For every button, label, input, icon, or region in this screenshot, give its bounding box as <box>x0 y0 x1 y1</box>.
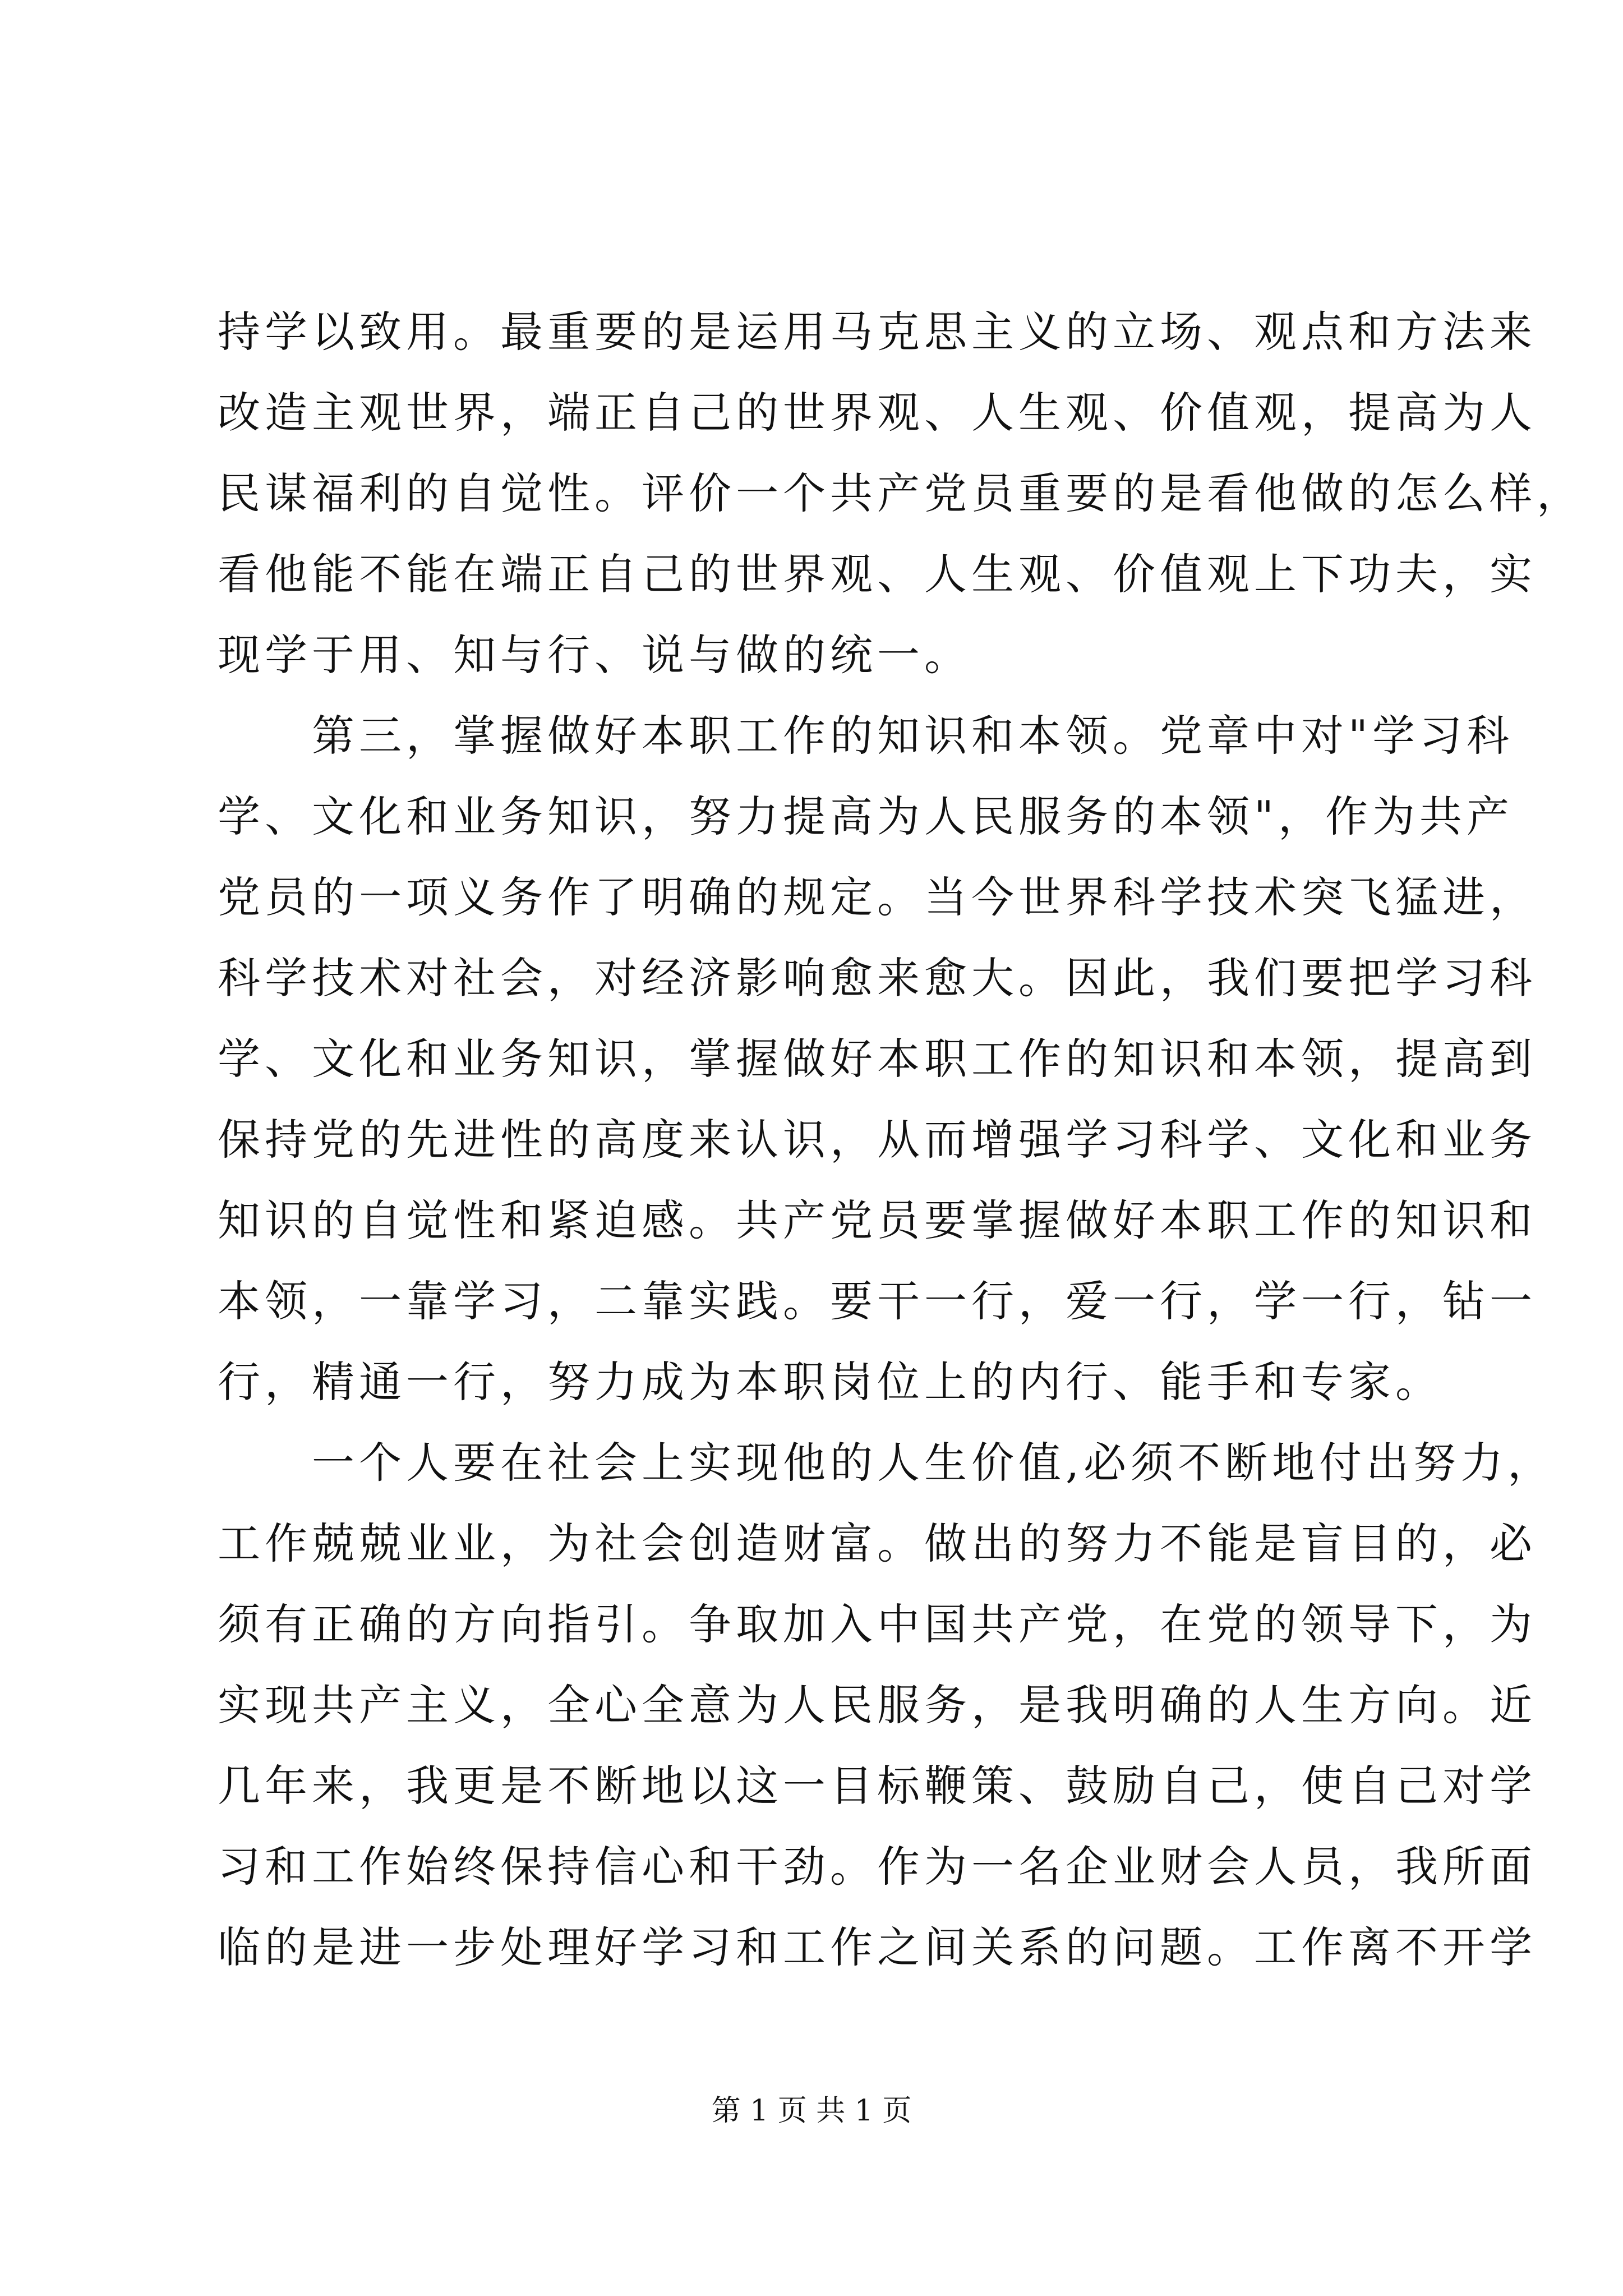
text-line: 工作兢兢业业，为社会创造财富。做出的努力不能是盲目的，必 <box>218 1519 1537 1568</box>
text-line: 学、文化和业务知识，掌握做好本职工作的知识和本领，提高到 <box>218 1034 1537 1084</box>
paragraph-start-line: 一个人要在社会上实现他的人生价值,必须不断地付出努力， <box>312 1438 1555 1488</box>
page-footer: 第 1 页 共 1 页 <box>711 2094 912 2128</box>
text-line: 临的是进一步处理好学习和工作之间关系的问题。工作离不开学 <box>218 1922 1537 1972</box>
text-line: 科学技术对社会，对经济影响愈来愈大。因此，我们要把学习科 <box>218 953 1537 1003</box>
text-line: 保持党的先进性的高度来认识，从而增强学习科学、文化和业务 <box>218 1115 1537 1165</box>
text-line: 实现共产主义，全心全意为人民服务，是我明确的人生方向。近 <box>218 1680 1537 1730</box>
text-line: 看他能不能在端正自己的世界观、人生观、价值观上下功夫，实 <box>218 549 1537 599</box>
body-text <box>218 292 1584 1988</box>
text-line: 改造主观世界，端正自己的世界观、人生观、价值观，提高为人 <box>218 388 1537 438</box>
text-line: 须有正确的方向指引。争取加入中国共产党，在党的领导下，为 <box>218 1599 1537 1649</box>
text-line: 本领，一靠学习，二靠实践。要干一行，爱一行，学一行，钻一 <box>218 1276 1537 1326</box>
text-line: 持学以致用。最重要的是运用马克思主义的立场、观点和方法来 <box>218 307 1537 357</box>
text-line: 党员的一项义务作了明确的规定。当今世界科学技术突飞猛进， <box>218 872 1537 922</box>
text-line: 习和工作始终保持信心和干劲。作为一名企业财会人员，我所面 <box>218 1842 1537 1892</box>
text-line: 行，精通一行，努力成为本职岗位上的内行、能手和专家。 <box>218 1357 1442 1407</box>
text-line: 民谋福利的自觉性。评价一个共产党员重要的是看他做的怎么样， <box>218 468 1584 518</box>
text-line: 几年来，我更是不断地以这一目标鞭策、鼓励自己，使自己对学 <box>218 1761 1537 1811</box>
paragraph-start-line: 第三，掌握做好本职工作的知识和本领。党章中对"学习科 <box>312 711 1514 761</box>
text-line: 现学于用、知与行、说与做的统一。 <box>218 630 971 680</box>
text-line: 学、文化和业务知识，努力提高为人民服务的本领"，作为共产 <box>218 792 1514 841</box>
text-line: 知识的自觉性和紧迫感。共产党员要掌握做好本职工作的知识和 <box>218 1195 1537 1245</box>
